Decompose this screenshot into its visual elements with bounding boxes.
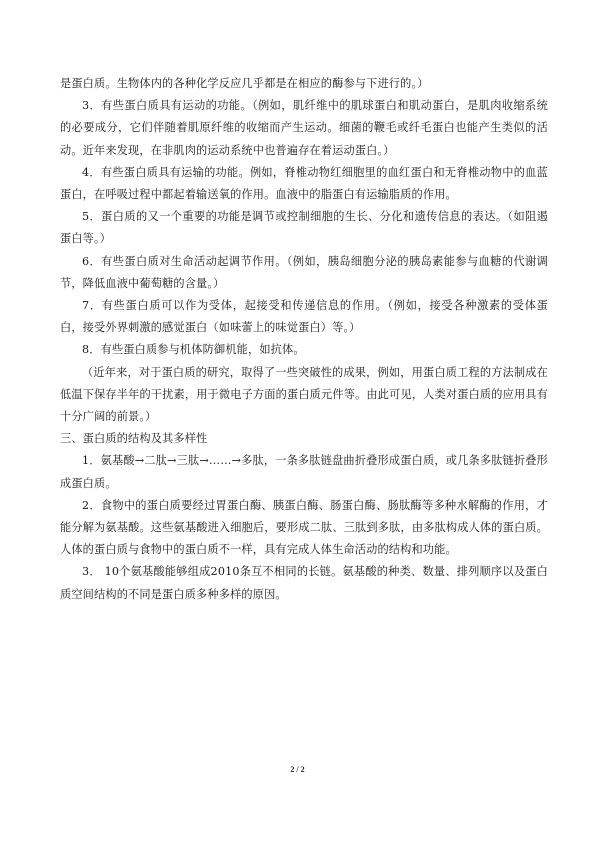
paragraph-continuation: 是蛋白质。生物体内的各种化学反应几乎都是在相应的酶参与下进行的。） [60, 77, 429, 90]
paragraph-diversity: 3． 10个氨基酸能够组成2010条互不相同的长链。氨基酸的种类、数量、排列顺序以及蛋白质空间结构的不同是蛋白质多种多样的原因。 [60, 565, 548, 601]
paragraph-regulation-gene-expression: 5．蛋白质的又一个重要的功能是调节或控制细胞的生长、分化和遗传信息的表达。（如阻遏蛋白等。） [60, 210, 548, 246]
document-body [60, 73, 548, 606]
page-number: 2 / 2 [290, 765, 305, 774]
section-heading: 三、蛋白质的结构及其多样性 [60, 432, 208, 446]
paragraph-defense-function: 8．有些蛋白质参与机体防御机能，如抗体。 [82, 343, 305, 357]
paragraph-receptor-function: 7．有些蛋白质可以作为受体，起接受和传递信息的作用。（例如，接受各种激素的受体蛋白，接受外界刺激的感觉蛋白（如味蕾上的味觉蛋白）等。） [60, 299, 548, 335]
paragraph-digestion: 2．食物中的蛋白质要经过胃蛋白酶、胰蛋白酶、肠蛋白酶、肠肽酶等多种水解酶的作用，才能分解为氨基酸。这些氨基酸进入细胞后，要形成二肽、三肽到多肽，由多肽构成人体的蛋白质。人体的蛋白质与食物中的蛋白质不一样，具有完成人体生命活动的结构和功能。 [60, 498, 548, 557]
paragraph-recent-research: （近年来，对于蛋白质的研究，取得了一些突破性的成果，例如，用蛋白质工程的方法制成在低温下保存半年的干扰素，用于微电子方面的蛋白质元件等。由此可见，人类对蛋白质的应用具有十分广阔的前景。） [60, 365, 548, 424]
paragraph-regulation-life-activity: 6．有些蛋白质对生命活动起调节作用。（例如，胰岛细胞分泌的胰岛素能参与血糖的代谢调节，降低血液中葡萄糖的含量。） [60, 254, 548, 290]
paragraph-structure-levels: 1．氨基酸→二肽→三肽→……→多肽，一条多肽链盘曲折叠形成蛋白质，或几条多肽链折叠形成蛋白质。 [60, 454, 548, 490]
paragraph-transport-function: 4．有些蛋白质具有运输的功能。例如，脊椎动物红细胞里的血红蛋白和无脊椎动物中的血蓝蛋白，在呼吸过程中都起着输送氧的作用。血液中的脂蛋白有运输脂质的作用。 [60, 165, 548, 202]
paragraph-motion-function: 3．有些蛋白质具有运动的功能。（例如，肌纤维中的肌球蛋白和肌动蛋白，是肌肉收缩系统的必要成分，它们伴随着肌原纤维的收缩而产生运动。细菌的鞭毛或纤毛蛋白也能产生类似的活动。近年来发现，在非肌肉的运动系统中也普遍存在着运动蛋白。） [60, 99, 548, 157]
